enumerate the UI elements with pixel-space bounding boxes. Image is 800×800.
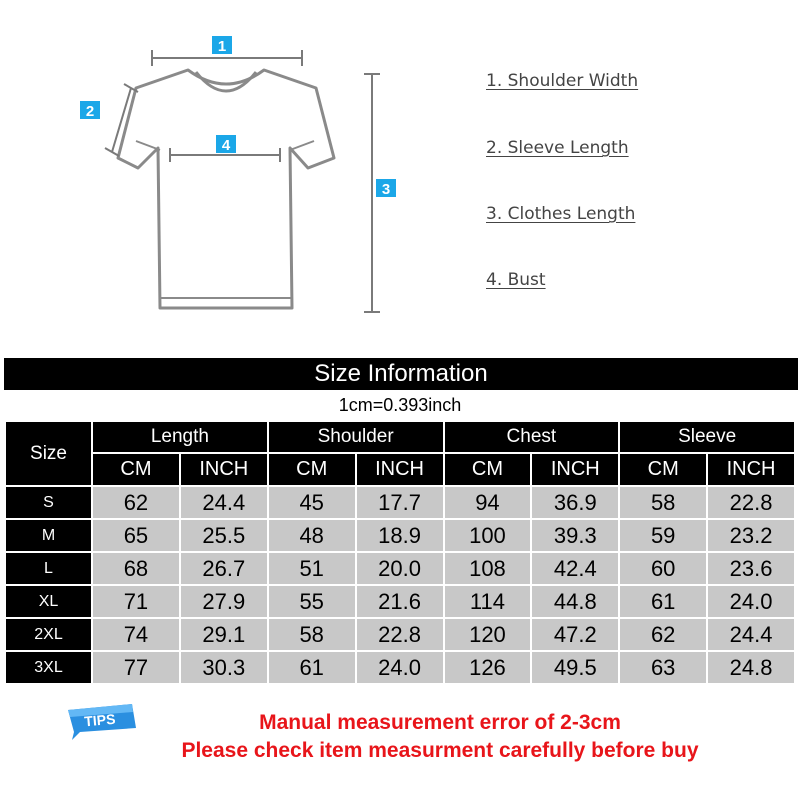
measurement-cell: 25.5 <box>181 520 267 551</box>
sleeve-group-header: Sleeve <box>620 422 794 452</box>
measurement-cell: 62 <box>93 487 179 518</box>
unit-header-cm: CM <box>445 454 531 485</box>
svg-text:4: 4 <box>221 137 231 154</box>
measurement-cell: 24.4 <box>181 487 267 518</box>
measurement-cell: 24.0 <box>357 652 443 683</box>
measurement-cell: 18.9 <box>357 520 443 551</box>
svg-text:3: 3 <box>381 181 391 198</box>
table-row <box>6 553 794 584</box>
measurement-cell: 58 <box>620 487 706 518</box>
measurement-cell: 77 <box>93 652 179 683</box>
measurement-cell: 23.2 <box>708 520 794 551</box>
length-group-header: Length <box>93 422 267 452</box>
size-label-cell: M <box>6 520 91 551</box>
unit-conversion-note: 1cm=0.393inch <box>338 395 462 415</box>
chest-group-header: Chest <box>445 422 619 452</box>
table-row <box>6 487 794 518</box>
measurement-cell: 30.3 <box>181 652 267 683</box>
measurement-cell: 48 <box>269 520 355 551</box>
tshirt-outline-icon <box>118 70 334 308</box>
measurement-cell: 58 <box>269 619 355 650</box>
unit-header-inch: INCH <box>357 454 443 485</box>
measurement-diagram <box>0 0 800 345</box>
legend-sleeve-length: 2. Sleeve Length <box>486 138 629 158</box>
size-table <box>4 420 796 685</box>
legend-clothes-length: 3. Clothes Length <box>486 204 636 224</box>
measurement-cell: 24.0 <box>708 586 794 617</box>
measurement-cell: 36.9 <box>532 487 618 518</box>
svg-text:2: 2 <box>85 103 95 120</box>
svg-text:1: 1 <box>217 38 227 55</box>
measurement-cell: 108 <box>445 553 531 584</box>
table-row <box>6 652 794 683</box>
measurement-error-warning: Manual measurement error of 2-3cm <box>259 711 621 734</box>
unit-header-inch: INCH <box>708 454 794 485</box>
size-label-cell: XL <box>6 586 91 617</box>
measurement-cell: 65 <box>93 520 179 551</box>
measurement-cell: 62 <box>620 619 706 650</box>
measurement-cell: 114 <box>445 586 531 617</box>
measurement-cell: 68 <box>93 553 179 584</box>
legend-bust: 4. Bust <box>486 270 546 290</box>
measurement-cell: 126 <box>445 652 531 683</box>
table-row <box>6 520 794 551</box>
check-measurement-warning: Please check item measurment carefully before buy <box>181 739 699 762</box>
measurement-cell: 45 <box>269 487 355 518</box>
marker-2 <box>80 101 100 120</box>
measurement-cell: 61 <box>269 652 355 683</box>
measurement-cell: 55 <box>269 586 355 617</box>
measurement-cell: 17.7 <box>357 487 443 518</box>
size-label-cell: L <box>6 553 91 584</box>
measurement-cell: 29.1 <box>181 619 267 650</box>
unit-header-cm: CM <box>269 454 355 485</box>
measurement-cell: 20.0 <box>357 553 443 584</box>
unit-header-cm: CM <box>620 454 706 485</box>
measurement-cell: 39.3 <box>532 520 618 551</box>
marker-1 <box>212 36 232 55</box>
measurement-cell: 63 <box>620 652 706 683</box>
measurement-cell: 60 <box>620 553 706 584</box>
measurement-cell: 47.2 <box>532 619 618 650</box>
measurement-cell: 42.4 <box>532 553 618 584</box>
unit-header-inch: INCH <box>181 454 267 485</box>
unit-header-inch: INCH <box>532 454 618 485</box>
marker-3 <box>376 179 396 198</box>
measurement-cell: 59 <box>620 520 706 551</box>
unit-header-cm: CM <box>93 454 179 485</box>
shoulder-group-header: Shoulder <box>269 422 443 452</box>
svg-text:TIPS: TIPS <box>83 710 117 730</box>
size-information-title: Size Information <box>4 358 798 390</box>
measurement-cell: 22.8 <box>357 619 443 650</box>
measurement-cell: 22.8 <box>708 487 794 518</box>
measurement-cell: 74 <box>93 619 179 650</box>
measurement-cell: 100 <box>445 520 531 551</box>
measurement-cell: 23.6 <box>708 553 794 584</box>
table-row <box>6 586 794 617</box>
measurement-cell: 24.8 <box>708 652 794 683</box>
measurement-cell: 44.8 <box>532 586 618 617</box>
measurement-cell: 71 <box>93 586 179 617</box>
table-row <box>6 619 794 650</box>
legend-shoulder-width: 1. Shoulder Width <box>486 71 639 91</box>
size-label-cell: S <box>6 487 91 518</box>
size-column-header: Size <box>6 422 91 485</box>
size-label-cell: 3XL <box>6 652 91 683</box>
size-table-body <box>6 487 794 683</box>
measurement-cell: 21.6 <box>357 586 443 617</box>
measurement-cell: 61 <box>620 586 706 617</box>
measurement-cell: 94 <box>445 487 531 518</box>
size-label-cell: 2XL <box>6 619 91 650</box>
marker-4 <box>216 135 236 154</box>
measurement-cell: 49.5 <box>532 652 618 683</box>
measurement-cell: 26.7 <box>181 553 267 584</box>
measurement-cell: 27.9 <box>181 586 267 617</box>
measurement-cell: 51 <box>269 553 355 584</box>
measurement-cell: 120 <box>445 619 531 650</box>
measurement-cell: 24.4 <box>708 619 794 650</box>
